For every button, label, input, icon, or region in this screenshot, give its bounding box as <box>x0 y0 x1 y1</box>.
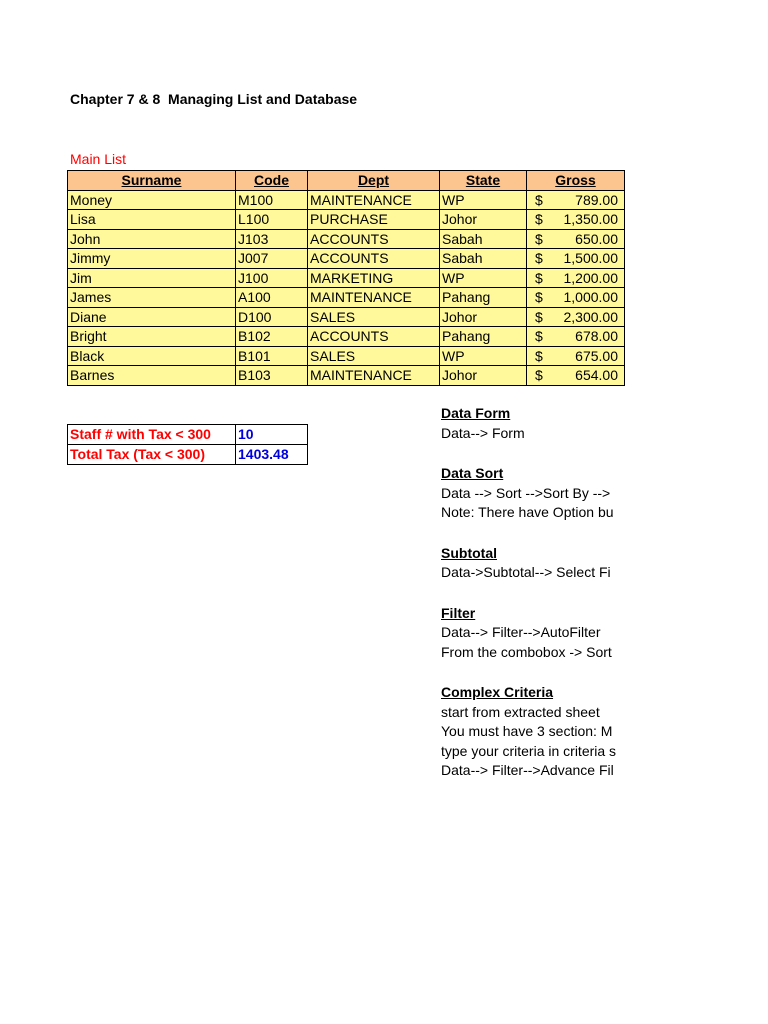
note-line[interactable]: type your criteria in criteria s <box>441 742 617 759</box>
main-list-body <box>68 190 625 385</box>
tax-summary-row <box>68 425 308 445</box>
tax-summary-row <box>68 445 308 465</box>
note-line[interactable]: Data->Subtotal--> Select Fi <box>441 564 611 580</box>
note-line[interactable]: Note: There have Option bu <box>441 504 614 520</box>
cell-code[interactable]: A100 <box>236 288 308 308</box>
cell-dept[interactable]: MARKETING <box>308 268 440 288</box>
gross-amount: 789.00 <box>575 191 618 208</box>
total-tax-label[interactable]: Total Tax (Tax < 300) <box>68 445 236 465</box>
cell-dept[interactable]: MAINTENANCE <box>308 190 440 210</box>
gross-amount: 1,000.00 <box>563 289 618 306</box>
table-row <box>68 210 625 230</box>
gross-amount: 654.00 <box>575 367 618 384</box>
gross-amount: 650.00 <box>575 230 618 247</box>
table-row <box>68 288 625 308</box>
currency-symbol: $ <box>535 347 543 364</box>
note-line[interactable]: You must have 3 section: M <box>441 723 613 739</box>
table-row <box>68 366 625 386</box>
currency-symbol: $ <box>535 289 543 305</box>
cell-surname[interactable]: Jimmy <box>68 249 236 269</box>
cell-state[interactable]: Pahang <box>440 288 527 308</box>
gross-amount: 2,300.00 <box>563 308 618 325</box>
cell-code[interactable]: B102 <box>236 327 308 347</box>
gross-amount: 675.00 <box>575 347 618 364</box>
cell-code[interactable]: L100 <box>236 210 308 230</box>
header-code[interactable]: Code <box>236 171 308 191</box>
table-row <box>68 327 625 347</box>
currency-symbol: $ <box>535 367 543 383</box>
cell-dept[interactable]: ACCOUNTS <box>308 229 440 249</box>
cell-gross[interactable] <box>527 268 625 288</box>
cell-dept[interactable]: ACCOUNTS <box>308 249 440 269</box>
currency-symbol: $ <box>535 269 543 286</box>
cell-state[interactable]: Johor <box>440 210 527 230</box>
note-heading-data-form[interactable]: Data Form <box>441 405 511 421</box>
currency-symbol: $ <box>535 211 543 227</box>
cell-code[interactable]: J007 <box>236 249 308 269</box>
cell-dept[interactable]: MAINTENANCE <box>308 366 440 386</box>
table-row <box>68 307 625 327</box>
table-row <box>68 268 625 288</box>
page-title: Chapter 7 & 8 Managing List and Database <box>70 91 358 107</box>
gross-amount: 1,200.00 <box>563 269 618 286</box>
note-line[interactable]: Data--> Filter-->AutoFilter <box>441 624 601 640</box>
cell-state[interactable]: Sabah <box>440 249 527 269</box>
gross-amount: 678.00 <box>575 328 618 345</box>
cell-surname[interactable]: Barnes <box>68 366 236 386</box>
cell-dept[interactable]: SALES <box>308 307 440 327</box>
cell-state[interactable]: WP <box>440 346 527 366</box>
cell-gross[interactable] <box>527 190 625 210</box>
note-line[interactable]: From the combobox -> Sort <box>441 643 612 660</box>
cell-dept[interactable]: ACCOUNTS <box>308 327 440 347</box>
cell-surname[interactable]: Money <box>68 190 236 210</box>
note-heading-subtotal[interactable]: Subtotal <box>441 544 497 561</box>
cell-surname[interactable]: Bright <box>68 327 236 347</box>
cell-surname[interactable]: Lisa <box>68 210 236 230</box>
cell-state[interactable]: Pahang <box>440 327 527 347</box>
cell-code[interactable]: B101 <box>236 346 308 366</box>
main-list-label: Main List <box>70 151 127 167</box>
note-heading-data-sort[interactable]: Data Sort <box>441 465 504 481</box>
header-gross[interactable]: Gross <box>527 171 625 191</box>
cell-code[interactable]: J100 <box>236 268 308 288</box>
cell-surname[interactable]: Black <box>68 346 236 366</box>
cell-state[interactable]: Johor <box>440 307 527 327</box>
note-line[interactable]: Data--> Form <box>441 424 525 441</box>
gross-amount: 1,350.00 <box>563 211 618 228</box>
cell-code[interactable]: D100 <box>236 307 308 327</box>
note-heading-filter[interactable]: Filter <box>441 604 476 621</box>
note-line[interactable]: Data --> Sort -->Sort By --> <box>441 484 611 501</box>
header-surname[interactable]: Surname <box>68 171 236 191</box>
table-row <box>68 190 625 210</box>
header-row <box>68 171 625 191</box>
currency-symbol: $ <box>535 191 543 208</box>
cell-gross[interactable] <box>527 366 625 386</box>
cell-surname[interactable]: James <box>68 288 236 308</box>
note-line[interactable]: start from extracted sheet <box>441 703 600 720</box>
cell-gross[interactable] <box>527 288 625 308</box>
cell-gross[interactable] <box>527 327 625 347</box>
note-heading-complex-criteria[interactable]: Complex Criteria <box>441 684 554 700</box>
main-list-table <box>67 170 625 386</box>
note-line[interactable]: Data--> Filter-->Advance Fil <box>441 762 614 778</box>
staff-count-label[interactable]: Staff # with Tax < 300 <box>68 425 236 445</box>
cell-gross[interactable] <box>527 229 625 249</box>
cell-surname[interactable]: Diane <box>68 307 236 327</box>
table-row <box>68 249 625 269</box>
currency-symbol: $ <box>535 250 543 266</box>
table-row <box>68 229 625 249</box>
cell-gross[interactable] <box>527 210 625 230</box>
cell-code[interactable]: B103 <box>236 366 308 386</box>
total-tax-value[interactable]: 1403.48 <box>236 445 308 465</box>
cell-state[interactable]: Sabah <box>440 229 527 249</box>
cell-dept[interactable]: MAINTENANCE <box>308 288 440 308</box>
cell-dept[interactable]: PURCHASE <box>308 210 440 230</box>
cell-gross[interactable] <box>527 307 625 327</box>
cell-surname[interactable]: Jim <box>68 268 236 288</box>
header-state[interactable]: State <box>440 171 527 191</box>
cell-gross[interactable] <box>527 249 625 269</box>
gross-amount: 1,500.00 <box>563 250 618 267</box>
currency-symbol: $ <box>535 230 543 247</box>
staff-count-value[interactable]: 10 <box>236 425 308 445</box>
cell-state[interactable]: Johor <box>440 366 527 386</box>
table-row <box>68 346 625 366</box>
tax-summary-table <box>67 424 308 465</box>
cell-state[interactable]: WP <box>440 268 527 288</box>
currency-symbol: $ <box>535 328 543 344</box>
notes-panel <box>441 404 625 781</box>
cell-state[interactable]: WP <box>440 190 527 210</box>
cell-code[interactable]: M100 <box>236 190 308 210</box>
cell-code[interactable]: J103 <box>236 229 308 249</box>
cell-gross[interactable] <box>527 346 625 366</box>
header-dept[interactable]: Dept <box>308 171 440 191</box>
cell-dept[interactable]: SALES <box>308 346 440 366</box>
cell-surname[interactable]: John <box>68 229 236 249</box>
currency-symbol: $ <box>535 308 543 325</box>
